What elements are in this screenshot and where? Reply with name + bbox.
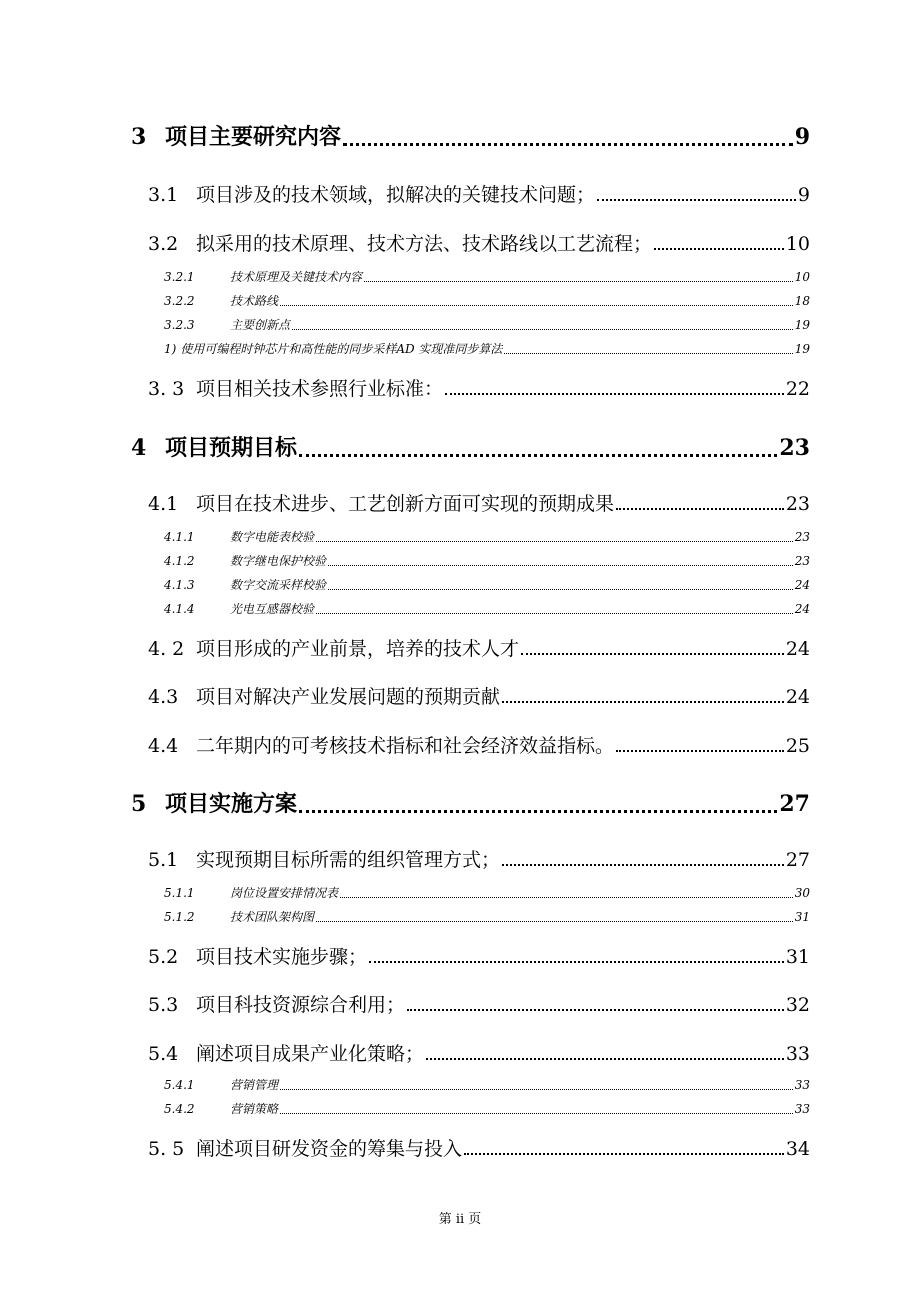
toc-entry-level3[interactable] — [164, 316, 810, 333]
toc-leader-dots — [364, 281, 793, 282]
toc-entry-number: 5.1.1 — [164, 886, 195, 900]
toc-leader-dots — [316, 541, 793, 542]
toc-leader-dots — [426, 1058, 784, 1060]
toc-entry-number: 5.4 — [148, 1043, 179, 1065]
toc-entry-level3[interactable] — [164, 884, 810, 901]
toc-entry-page: 27 — [779, 791, 810, 817]
toc-entry-number: 4 — [131, 435, 147, 461]
toc-entry-number: 3.2 — [148, 233, 179, 255]
toc-leader-dots — [464, 1153, 784, 1155]
toc-entry-level3[interactable] — [164, 908, 810, 925]
toc-entry-level2[interactable] — [148, 731, 810, 758]
toc-entry-number: 4.1 — [148, 493, 179, 515]
toc-entry-page: 24 — [785, 638, 810, 660]
toc-entry-title: 项目对解决产业发展问题的预期贡献 — [196, 686, 501, 708]
toc-entry-page: 33 — [794, 1078, 810, 1092]
toc-entry-title: 项目相关技术参照行业标准： — [196, 378, 444, 400]
toc-entry-number: 3.2.2 — [164, 294, 195, 308]
toc-entry-title: 营销管理 — [230, 1078, 279, 1092]
toc-entry-number: 4.1.3 — [164, 578, 195, 592]
toc-leader-dots — [502, 701, 784, 703]
toc-entry-title: 主要创新点 — [230, 318, 291, 332]
toc-entry-title: 技术原理及关键技术内容 — [230, 270, 363, 284]
toc-entry-title: 项目科技资源综合利用； — [196, 994, 406, 1016]
toc-leader-dots — [280, 305, 793, 306]
toc-entry-level2[interactable] — [148, 180, 810, 207]
toc-entry-number: 4.4 — [148, 735, 179, 757]
toc-entry-title: 拟采用的技术原理、技术方法、技术路线以工艺流程； — [196, 233, 653, 255]
toc-entry-page: 22 — [785, 378, 810, 400]
toc-leader-dots — [616, 508, 784, 510]
toc-entry-level3[interactable] — [164, 292, 810, 309]
toc-entry-title: 项目在技术进步、工艺创新方面可实现的预期成果 — [196, 493, 615, 515]
toc-entry-page: 24 — [794, 578, 810, 592]
toc-entry-page: 32 — [785, 994, 810, 1016]
toc-entry-title: 营销策略 — [230, 1102, 279, 1116]
toc-entry-number: 5. 5 — [148, 1138, 185, 1160]
toc-entry-level3[interactable] — [164, 340, 810, 357]
toc-entry-title: 技术路线 — [230, 294, 279, 308]
toc-leader-dots — [280, 1089, 793, 1090]
toc-entry-number: 3. 3 — [148, 378, 185, 400]
toc-entry-page: 23 — [794, 554, 810, 568]
page-footer: 第 ii 页 — [438, 1212, 482, 1227]
toc-entry-title: 项目预期目标 — [165, 435, 298, 461]
toc-entry-title: 阐述项目成果产业化策略； — [196, 1043, 425, 1065]
toc-entry-level2[interactable] — [148, 1039, 810, 1066]
toc-entry-number: 4.3 — [148, 686, 179, 708]
toc-leader-dots — [299, 810, 777, 813]
toc-entry-number: 5.3 — [148, 994, 179, 1016]
toc-leader-dots — [299, 454, 777, 457]
toc-leader-dots — [504, 353, 792, 354]
toc-entry-title: 项目实施方案 — [165, 791, 298, 817]
toc-leader-dots — [597, 199, 796, 201]
toc-entry-level2[interactable] — [148, 374, 810, 401]
toc-entry-level3[interactable] — [164, 576, 810, 593]
toc-entry-level3[interactable] — [164, 1076, 810, 1093]
toc-entry-title: 二年期内的可考核技术指标和社会经济效益指标。 — [196, 735, 615, 757]
toc-entry-number: 3.2.1 — [164, 270, 195, 284]
toc-leader-dots — [340, 897, 793, 898]
toc-entry-title: 数字电能表校验 — [230, 530, 315, 544]
toc-entry-page: 10 — [794, 270, 810, 284]
toc-entry-level3[interactable] — [164, 1100, 810, 1117]
toc-entry-page: 18 — [794, 294, 810, 308]
toc-entry-page: 9 — [797, 184, 810, 206]
toc-entry-title: 技术团队架构图 — [230, 910, 315, 924]
toc-entry-number: 5.1 — [148, 849, 179, 871]
toc-entry-level1[interactable] — [131, 787, 810, 818]
toc-entry-number: 1) — [164, 342, 177, 356]
toc-entry-number: 3 — [131, 124, 147, 150]
toc-entry-page: 9 — [794, 124, 810, 150]
toc-entry-level1[interactable] — [131, 431, 810, 462]
toc-entry-page: 33 — [794, 1102, 810, 1116]
toc-entry-level3[interactable] — [164, 528, 810, 545]
toc-leader-dots — [328, 565, 793, 566]
toc-leader-dots — [654, 248, 784, 250]
toc-entry-page: 31 — [794, 910, 810, 924]
toc-entry-page: 25 — [785, 735, 810, 757]
toc-entry-title: 使用可编程时钟芯片和高性能的同步采样AD 实现准同步算法 — [180, 342, 503, 356]
toc-entry-level3[interactable] — [164, 268, 810, 285]
toc-entry-level2[interactable] — [148, 1134, 810, 1161]
toc-entry-page: 23 — [779, 435, 810, 461]
toc-leader-dots — [343, 143, 793, 146]
toc-entry-number: 5.4.1 — [164, 1078, 195, 1092]
toc-entry-page: 23 — [785, 493, 810, 515]
toc-entry-level1[interactable] — [131, 120, 810, 151]
toc-entry-page: 27 — [785, 849, 810, 871]
toc-leader-dots — [280, 1113, 793, 1114]
toc-leader-dots — [616, 750, 784, 752]
toc-entry-page: 19 — [794, 342, 810, 356]
toc-entry-title: 项目涉及的技术领域，拟解决的关键技术问题； — [196, 184, 596, 206]
toc-entry-level2[interactable] — [148, 845, 810, 872]
toc-leader-dots — [407, 1009, 784, 1011]
toc-entry-number: 4.1.4 — [164, 602, 195, 616]
toc-entry-level3[interactable] — [164, 600, 810, 617]
toc-entry-number: 5.4.2 — [164, 1102, 195, 1116]
toc-entry-number: 3.1 — [148, 184, 179, 206]
toc-entry-number: 4.1.1 — [164, 530, 195, 544]
toc-leader-dots — [445, 393, 784, 395]
toc-entry-title: 项目主要研究内容 — [165, 124, 342, 150]
toc-entry-page: 23 — [794, 530, 810, 544]
toc-entry-level3[interactable] — [164, 552, 810, 569]
toc-entry-level2[interactable] — [148, 942, 810, 969]
toc-leader-dots — [369, 961, 784, 963]
toc-entry-number: 4.1.2 — [164, 554, 195, 568]
toc-entry-number: 4. 2 — [148, 638, 185, 660]
toc-entry-number: 5 — [131, 791, 147, 817]
toc-entry-level2[interactable] — [148, 229, 810, 256]
toc-leader-dots — [292, 329, 793, 330]
toc-entry-page: 33 — [785, 1043, 810, 1065]
toc-leader-dots — [316, 613, 793, 614]
toc-entry-page: 19 — [794, 318, 810, 332]
toc-entry-number: 5.2 — [148, 946, 179, 968]
toc-entry-level2[interactable] — [148, 489, 810, 516]
toc-leader-dots — [328, 589, 793, 590]
toc-entry-title: 数字继电保护校验 — [230, 554, 327, 568]
toc-entry-level2[interactable] — [148, 682, 810, 709]
toc-entry-number: 5.1.2 — [164, 910, 195, 924]
toc-entry-page: 24 — [785, 686, 810, 708]
toc-entry-page: 10 — [785, 233, 810, 255]
toc-entry-page: 31 — [785, 946, 810, 968]
toc-entry-title: 岗位设置安排情况表 — [230, 886, 339, 900]
toc-entry-title: 数字交流采样校验 — [230, 578, 327, 592]
toc-leader-dots — [521, 653, 784, 655]
toc-leader-dots — [316, 921, 793, 922]
toc-entry-title: 项目技术实施步骤； — [196, 946, 368, 968]
toc-entry-title: 光电互感器校验 — [230, 602, 315, 616]
toc-entry-title: 项目形成的产业前景，培养的技术人才 — [196, 638, 520, 660]
toc-entry-page: 30 — [794, 886, 810, 900]
toc-entry-page: 34 — [785, 1138, 810, 1160]
toc-entry-page: 24 — [794, 602, 810, 616]
toc-entry-level2[interactable] — [148, 990, 810, 1017]
toc-entry-number: 3.2.3 — [164, 318, 195, 332]
toc-leader-dots — [502, 864, 784, 866]
toc-entry-level2[interactable] — [148, 634, 810, 661]
toc-entry-title: 阐述项目研发资金的筹集与投入 — [196, 1138, 463, 1160]
toc-entry-title: 实现预期目标所需的组织管理方式； — [196, 849, 501, 871]
